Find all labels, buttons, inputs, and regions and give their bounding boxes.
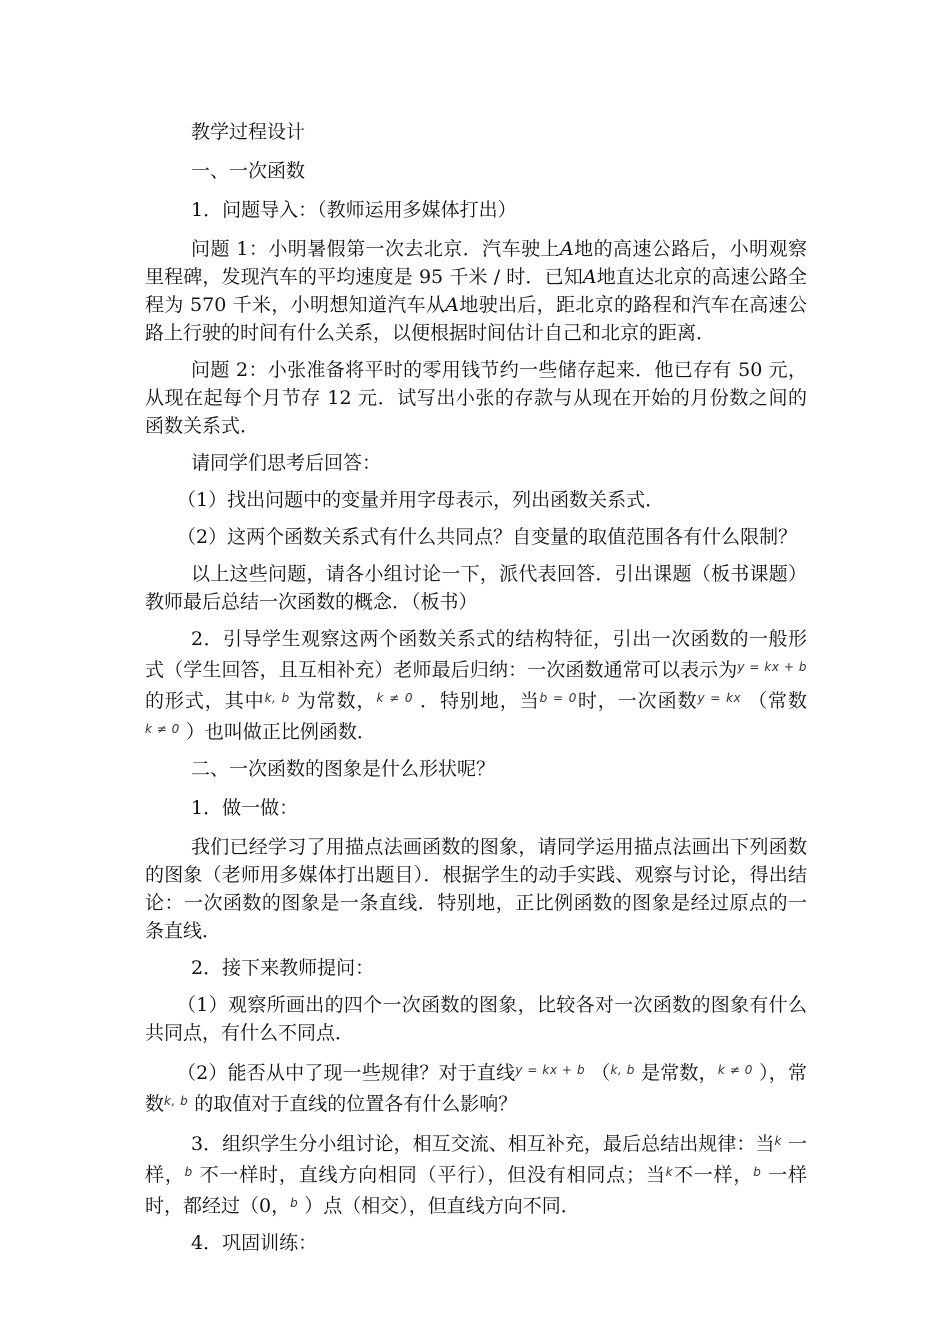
teacher-ask-item-2	[145, 1056, 807, 1118]
document-page	[145, 118, 807, 1266]
variable-a: A	[559, 238, 574, 260]
formula-k-nonzero: k ≠ 0	[376, 691, 414, 705]
problem-1-part-c: 地直达北京的高速公路全程为 570 千米，小明想知道汽车从	[145, 266, 807, 316]
formula-k-b: k, b	[264, 691, 290, 705]
problem-1-part-d: 地驶出后，距北京的路程和汽车在高速公路上行驶的时间有什么关系，以便根据时间估计自己和北京的距离．	[145, 294, 807, 344]
formula-linear: y = kx + b	[737, 660, 807, 674]
variable-a: A	[445, 294, 460, 316]
formula-b-zero: b = 0	[539, 691, 577, 705]
discussion-paragraph: 以上这些问题，请各小组讨论一下，派代表回答．引出课题（板书课题）教师最后总结一次函数的概念．（板书）	[145, 563, 807, 613]
section-1-title: 一、一次函数	[191, 160, 306, 182]
definition-part-c: 为常数，	[289, 690, 377, 712]
section-1-intro: 1．问题导入：（教师运用多媒体打出）	[191, 199, 517, 221]
definition-part-f: （常数	[741, 690, 807, 712]
formula-k-nonzero: k ≠ 0	[145, 722, 180, 736]
formula-b: b	[290, 1196, 299, 1210]
ask-2-part-b: （	[585, 1062, 611, 1084]
ask-2-part-d: ），常数	[145, 1062, 807, 1115]
practice-heading: 4．巩固训练：	[191, 1232, 318, 1254]
variable-a: A	[582, 266, 597, 288]
teacher-ask-item-1: （1）观察所画出的四个一次函数的图象，比较各对一次函数的图象有什么共同点，有什么不同点．	[145, 994, 807, 1044]
problem-1-part-b: 地的高速公路后，小明观察里程碑，发现汽车的平均速度是 95 千米 / 时．已知	[145, 238, 807, 288]
question-prompt: 请同学们思考后回答：	[191, 452, 382, 474]
rule-part-c: 不一样时，直线方向相同（平行），但没有相同点；当	[192, 1164, 666, 1186]
do-it-heading: 1．做一做：	[191, 797, 299, 819]
ask-2-part-c: 是常数，	[634, 1062, 718, 1084]
section-2-title: 二、一次函数的图象是什么形状呢？	[191, 758, 496, 780]
formula-k-b: k, b	[164, 1094, 189, 1108]
ask-2-part-e: 的取值对于直线的位置各有什么影响？	[188, 1093, 518, 1115]
problem-2: 问题 2：小张准备将平时的零用钱节约一些储存起来．他已存有 50 元，从现在起每个月节存 12 元．试写出小张的存款与从现在开始的月份数之间的函数关系式．	[145, 359, 807, 437]
definition-part-g: ）也叫做正比例函数．	[179, 721, 376, 743]
linear-function-definition	[145, 625, 807, 746]
rule-part-e: 一样时，都经过（0，	[145, 1164, 807, 1217]
formula-linear: y = kx + b	[515, 1063, 586, 1077]
page-heading: 教学过程设计	[191, 121, 306, 143]
definition-part-a: 2．引导学生观察这两个函数关系式的结构特征，引出一次函数的一般形式（学生回答，且互相补充）老师最后归纳：一次函数通常可以表示为	[145, 628, 807, 681]
rule-part-d: 不一样，	[673, 1164, 754, 1186]
formula-b: b	[184, 1165, 193, 1179]
question-item-2: （2）这两个函数关系式有什么共同点？自变量的取值范围各有什么限制？	[177, 526, 798, 548]
teacher-ask-heading: 2．接下来教师提问：	[191, 957, 375, 979]
definition-part-e: 时，一次函数	[576, 690, 698, 712]
formula-b: b	[753, 1165, 762, 1179]
definition-part-d: ．特别地，当	[413, 690, 540, 712]
do-it-text: 我们已经学习了用描点法画函数的图象，请同学运用描点法画出下列函数的图象（老师用多媒体打出题目）．根据学生的动手实践、观察与讨论，得出结论：一次函数的图象是一条直线．特别地，正比例函数的图象是经过原点的一条直线．	[145, 836, 807, 942]
rule-summary	[145, 1127, 807, 1220]
rule-part-f: ）点（相交），但直线方向不同．	[298, 1195, 580, 1217]
formula-k-b: k, b	[610, 1063, 635, 1077]
rule-part-b: 一样，	[145, 1133, 807, 1186]
problem-1-part-a: 问题 1：小明暑假第一次去北京．汽车驶上	[191, 238, 560, 260]
definition-part-b: 的形式，其中	[145, 690, 265, 712]
formula-k-nonzero: k ≠ 0	[717, 1063, 753, 1077]
rule-part-a: 3．组织学生分小组讨论，相互交流、相互补充，最后总结出规律：当	[191, 1133, 775, 1155]
ask-2-part-a: （2）能否从中了现一些规律？对于直线	[177, 1062, 516, 1084]
formula-k: k	[774, 1134, 782, 1148]
formula-k: k	[665, 1165, 674, 1179]
question-item-1: （1）找出问题中的变量并用字母表示，列出函数关系式．	[177, 489, 665, 511]
problem-1	[145, 235, 807, 347]
formula-proportional: y = kx	[697, 691, 742, 705]
